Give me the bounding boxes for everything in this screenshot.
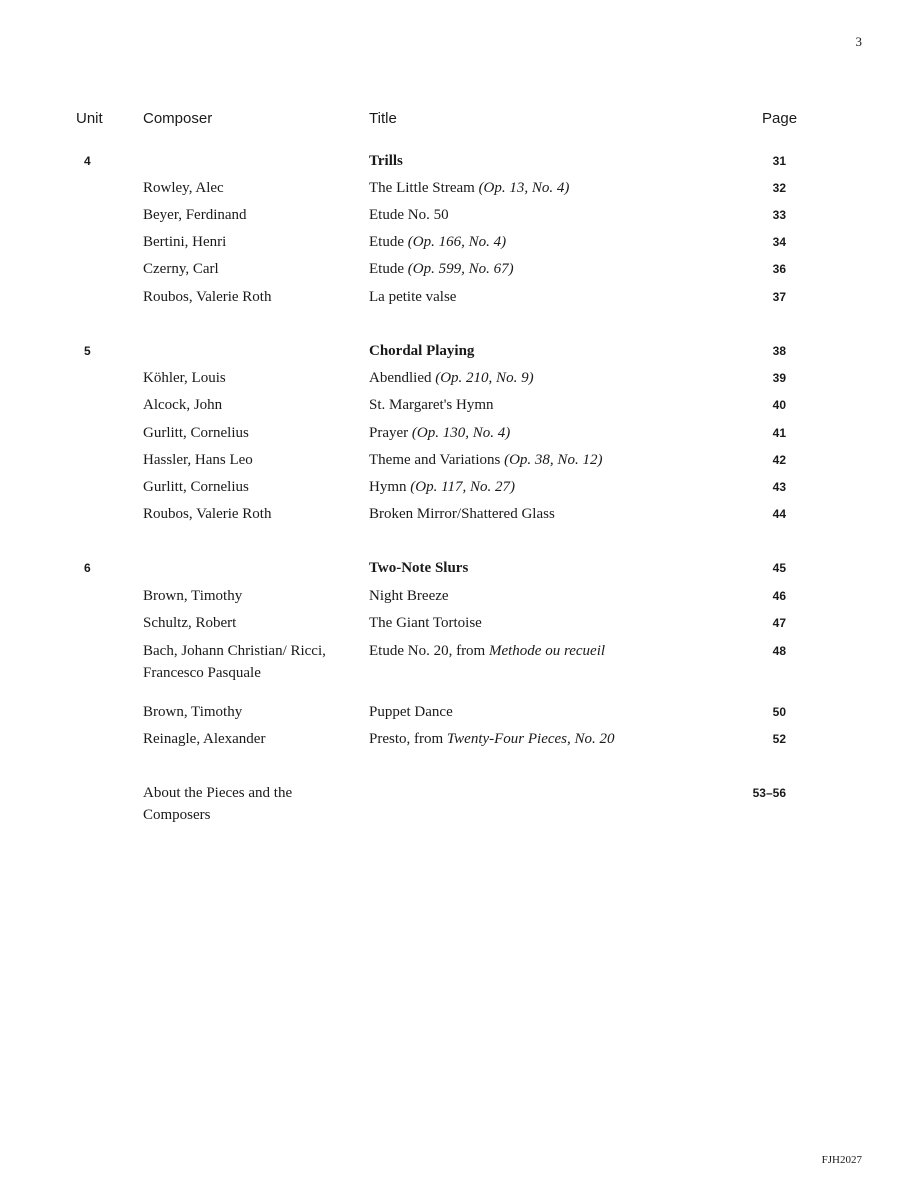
page-ref: 31 — [772, 154, 786, 168]
piece-title — [369, 612, 749, 634]
title-text: Etude No. 50 — [369, 207, 449, 223]
page-ref: 42 — [772, 453, 786, 467]
page-ref: 48 — [772, 644, 786, 658]
title-text: Etude No. 20, from — [369, 643, 489, 659]
title-text: Broken Mirror/Shattered Glass — [369, 506, 555, 522]
title-italic-text: Methode ou recueil — [488, 643, 606, 659]
header-page: Page — [762, 110, 798, 127]
title-text: Chordal Playing — [369, 343, 475, 359]
section-title — [369, 557, 749, 579]
composer-name: Köhler, Louis — [143, 370, 226, 386]
table-header — [0, 110, 900, 132]
title-text: Prayer — [369, 425, 412, 441]
page-ref: 38 — [772, 344, 786, 358]
section-title — [369, 150, 749, 172]
page-ref: 43 — [772, 480, 786, 494]
composer-name: Bach, Johann Christian/ Ricci, Francesco Pasquale — [143, 643, 326, 681]
title-italic-text: (Op. 13, No. 4) — [478, 180, 570, 196]
unit-number: 6 — [84, 561, 91, 575]
title-italic-text: (Op. 166, No. 4) — [407, 234, 507, 250]
composer-name: Gurlitt, Cornelius — [143, 425, 249, 441]
page-ref: 45 — [772, 561, 786, 575]
header-unit: Unit — [76, 110, 103, 127]
page-ref: 36 — [772, 262, 786, 276]
composer-name: Schultz, Robert — [143, 615, 237, 631]
piece-title — [369, 640, 749, 662]
header-composer: Composer — [143, 110, 213, 127]
publisher-code: FJH2027 — [821, 1154, 862, 1166]
page-ref: 50 — [772, 705, 786, 719]
composer-name: Czerny, Carl — [143, 261, 219, 277]
page-ref: 44 — [772, 507, 786, 521]
piece-title — [369, 503, 749, 525]
piece-title — [369, 231, 749, 253]
piece-title — [369, 286, 749, 308]
page-ref: 37 — [772, 290, 786, 304]
composer-name: Beyer, Ferdinand — [143, 207, 247, 223]
unit-number: 5 — [84, 344, 91, 358]
header-title: Title — [369, 110, 397, 127]
title-italic-text: (Op. 117, No. 27) — [410, 479, 515, 495]
composer-name: Bertini, Henri — [143, 234, 227, 250]
title-text: Theme and Variations — [369, 452, 505, 468]
page-ref: 33 — [772, 208, 786, 222]
page-ref: 52 — [772, 732, 786, 746]
page-ref: 39 — [772, 371, 786, 385]
page-ref: 32 — [772, 181, 786, 195]
composer-name: Reinagle, Alexander — [143, 731, 266, 747]
composer-name: Alcock, John — [143, 397, 223, 413]
composer-name: Gurlitt, Cornelius — [143, 479, 249, 495]
piece-title — [369, 476, 749, 498]
title-text: Hymn — [369, 479, 411, 495]
piece-title — [369, 204, 749, 226]
title-text: Night Breeze — [369, 588, 449, 604]
composer-name: About the Pieces and the Composers — [143, 785, 293, 823]
page-ref: 34 — [772, 235, 786, 249]
title-text: Puppet Dance — [369, 704, 453, 720]
title-text: Trills — [369, 153, 403, 169]
composer-name: Roubos, Valerie Roth — [143, 506, 272, 522]
title-text: Two-Note Slurs — [369, 560, 469, 576]
title-italic-text: (Op. 210, No. 9) — [435, 370, 534, 386]
title-text: The Little Stream — [369, 180, 479, 196]
title-text: La petite valse — [369, 289, 457, 305]
page-ref: 40 — [772, 398, 786, 412]
piece-title — [369, 177, 749, 199]
page-ref: 46 — [772, 589, 786, 603]
piece-title — [369, 258, 749, 280]
title-text: Presto, from — [369, 731, 447, 747]
composer-name: Roubos, Valerie Roth — [143, 289, 272, 305]
piece-title — [369, 394, 749, 416]
piece-title — [369, 728, 749, 750]
piece-title — [369, 449, 749, 471]
composer-name: Rowley, Alec — [143, 180, 224, 196]
title-italic-text: Twenty-Four Pieces, No. 20 — [446, 731, 615, 747]
composer-name: Brown, Timothy — [143, 704, 243, 720]
section-title — [369, 340, 749, 362]
piece-title — [369, 367, 749, 389]
page-ref: 47 — [772, 616, 786, 630]
unit-number: 4 — [84, 154, 91, 168]
composer-name: Brown, Timothy — [143, 588, 243, 604]
title-italic-text: (Op. 599, No. 67) — [407, 261, 514, 277]
piece-title — [369, 422, 749, 444]
piece-title — [369, 585, 749, 607]
title-italic-text: (Op. 130, No. 4) — [411, 425, 511, 441]
piece-title — [369, 701, 749, 723]
page-number: 3 — [855, 34, 862, 49]
composer-name: Hassler, Hans Leo — [143, 452, 253, 468]
title-text: Etude — [369, 261, 408, 277]
page-ref: 53–56 — [752, 786, 786, 800]
title-text: Etude — [369, 234, 408, 250]
title-text: St. Margaret's Hymn — [369, 397, 494, 413]
title-text: The Giant Tortoise — [369, 615, 482, 631]
title-italic-text: (Op. 38, No. 12) — [504, 452, 603, 468]
page-ref: 41 — [772, 426, 786, 440]
title-text: Abendlied — [369, 370, 436, 386]
